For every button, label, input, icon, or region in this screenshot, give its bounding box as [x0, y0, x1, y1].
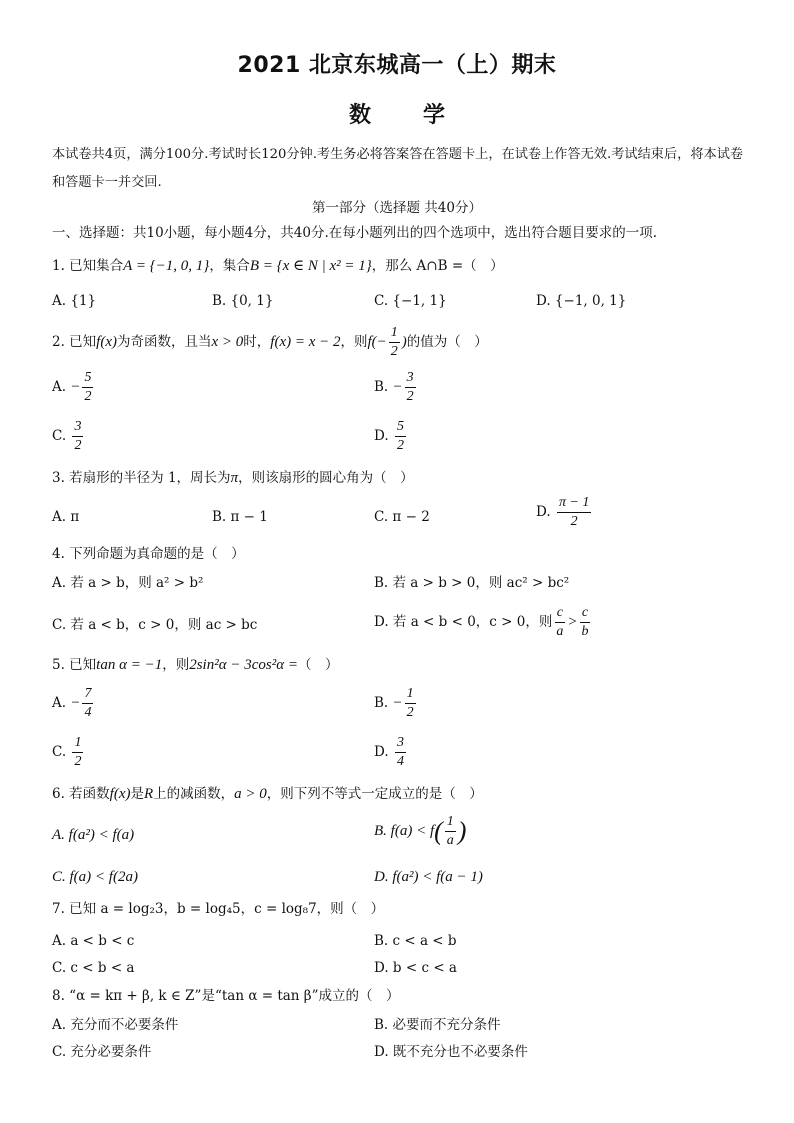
q6-text-d: ，则下列不等式一定成立的是（ ） — [266, 786, 483, 802]
section-title: 第一部分（选择题 共40分） — [312, 200, 482, 216]
q6-b-text: B. f(a) < f — [374, 823, 435, 839]
q3-d-fraction — [557, 496, 591, 529]
q5-d-fraction — [395, 736, 406, 769]
q6-option-d: D. f(a²) < f(a − 1) — [374, 869, 483, 885]
q3-option-b: B. π − 1 — [212, 509, 268, 525]
q2-text-c: 时， — [243, 334, 271, 350]
q3-d-label: D. — [536, 504, 551, 520]
q2-option-d — [374, 420, 408, 453]
q2-b-den: 2 — [406, 389, 414, 404]
q2-option-b — [374, 371, 418, 404]
q1-text-c: ，那么 A∩B =（ ） — [371, 258, 504, 274]
q1-text-a: 1. 已知集合 — [52, 258, 124, 274]
q6-r: R — [144, 786, 154, 802]
q2-frac-den: 2 — [390, 344, 398, 359]
q1-set-a: A = {−1, 0, 1} — [123, 258, 210, 274]
q6-text-c: 上的减函数， — [153, 786, 235, 802]
q3-text-a: 3. 若扇形的半径为 1，周长为 — [52, 470, 231, 486]
q5-option-b — [374, 687, 418, 720]
q3-pi: π — [230, 470, 239, 486]
q2-a-fraction — [82, 371, 93, 404]
q2-c-num: 3 — [72, 420, 83, 437]
q8-option-a: A. 充分而不必要条件 — [52, 1017, 179, 1033]
q1-option-d: D. {−1, 0, 1} — [536, 293, 627, 309]
q6-b-fraction — [445, 815, 456, 848]
q7-option-d: D. b < c < a — [374, 960, 457, 976]
q5-option-a — [52, 687, 95, 720]
q6-option-b — [374, 815, 466, 848]
question-7-stem: 7. 已知 a = log₂3，b = log₄5，c = log₈7，则（ ） — [52, 901, 385, 917]
q6-b-den: a — [446, 833, 454, 848]
q2-text-d: ，则 — [340, 334, 368, 350]
q5-cond: tan α = −1 — [96, 657, 163, 673]
q4-d-num2: c — [580, 606, 590, 623]
q2-fx: f(x) — [96, 334, 117, 350]
q6-text-a: 6. 若函数 — [52, 786, 110, 802]
q5-b-num: 1 — [405, 687, 416, 704]
q2-a-sign: − — [70, 379, 81, 395]
q2-text-a: 2. 已知 — [52, 334, 97, 350]
q6-fx: f(x) — [109, 786, 131, 802]
q6-b-paren-close: ) — [457, 816, 467, 846]
q2-c-den: 2 — [74, 438, 82, 453]
q5-text-c: （ ） — [297, 657, 339, 673]
q5-text-a: 5. 已知 — [52, 657, 97, 673]
q8-option-c: C. 充分必要条件 — [52, 1044, 152, 1060]
q5-d-den: 4 — [396, 754, 404, 769]
q4-option-b: B. 若 a > b > 0，则 ac² > bc² — [374, 575, 570, 591]
q6-option-a: A. f(a²) < f(a) — [52, 827, 135, 843]
q2-text-b: 为奇函数，且当 — [117, 334, 212, 350]
q3-option-c: C. π − 2 — [374, 509, 430, 525]
q2-d-num: 5 — [395, 420, 406, 437]
q4-d-gt: > — [567, 614, 578, 630]
q2-a-label: A. — [52, 379, 67, 395]
q2-cond: x > 0 — [211, 334, 244, 350]
q6-cond: a > 0 — [234, 786, 267, 802]
q4-option-c: C. 若 a < b，c > 0，则 ac > bc — [52, 617, 258, 633]
q5-a-fraction — [82, 687, 93, 720]
q5-text-b: ，则 — [162, 657, 190, 673]
q5-b-den: 2 — [406, 705, 414, 720]
q7-option-b: B. c < a < b — [374, 933, 457, 949]
q5-b-fraction — [405, 687, 416, 720]
q4-option-a: A. 若 a > b，则 a² > b² — [52, 575, 204, 591]
question-3-stem — [52, 467, 414, 489]
q3-d-num: π − 1 — [557, 496, 591, 513]
q5-c-label: C. — [52, 744, 67, 760]
q5-option-c — [52, 736, 85, 769]
q2-d-label: D. — [374, 428, 389, 444]
question-2-stem — [52, 326, 488, 359]
q3-text-b: ，则该扇形的圆心角为（ ） — [238, 470, 414, 486]
q4-d-frac2 — [579, 606, 590, 639]
q5-c-num: 1 — [72, 736, 83, 753]
q2-c-fraction — [72, 420, 83, 453]
q5-option-d — [374, 736, 408, 769]
q5-expr: 2sin²α − 3cos²α = — [189, 657, 298, 673]
q2-text-e: 的值为（ ） — [406, 334, 488, 350]
q3-option-d — [536, 496, 593, 529]
q1-option-a: A. {1} — [52, 293, 97, 309]
q3-option-a: A. π — [52, 509, 80, 525]
exam-instructions: 本试卷共4页，满分100分.考试时长120分钟.考生务必将答案答在答题卡上，在试卷上作答无效.考试结束后，将本试卷和答题卡一并交回. — [52, 147, 744, 190]
subject-title: 数学 — [348, 103, 497, 128]
q2-option-c — [52, 420, 85, 453]
q4-d-num1: c — [555, 606, 565, 623]
q5-b-label: B. — [374, 695, 389, 711]
q5-a-label: A. — [52, 695, 67, 711]
q8-option-b: B. 必要而不充分条件 — [374, 1017, 501, 1033]
q4-option-d — [374, 606, 592, 639]
q6-option-c: C. f(a) < f(2a) — [52, 869, 138, 885]
q2-c-label: C. — [52, 428, 67, 444]
q1-option-c: C. {−1, 1} — [374, 293, 447, 309]
q4-d-den1: a — [556, 624, 564, 639]
q2-b-sign: − — [392, 379, 403, 395]
q2-b-label: B. — [374, 379, 389, 395]
q5-a-sign: − — [70, 695, 81, 711]
q4-d-text: D. 若 a < b < 0，c > 0，则 — [374, 614, 553, 630]
q5-a-den: 4 — [84, 705, 92, 720]
q5-a-num: 7 — [82, 687, 93, 704]
q5-c-den: 2 — [74, 754, 82, 769]
q2-f-pre: f(− — [367, 334, 387, 350]
q6-text-b: 是 — [130, 786, 144, 802]
q2-b-fraction — [405, 371, 416, 404]
question-1-stem — [52, 255, 504, 277]
q2-fraction — [389, 326, 400, 359]
question-6-stem — [52, 783, 483, 805]
q2-d-den: 2 — [396, 438, 404, 453]
q6-b-num: 1 — [445, 815, 456, 832]
q2-a-den: 2 — [84, 389, 92, 404]
q1-option-b: B. {0, 1} — [212, 293, 274, 309]
q3-d-den: 2 — [570, 514, 578, 529]
q4-d-frac1 — [554, 606, 565, 639]
q5-b-sign: − — [392, 695, 403, 711]
q8-option-d: D. 既不充分也不必要条件 — [374, 1044, 528, 1060]
question-8-stem: 8. “α = kπ + β, k ∈ Z”是“tan α = tan β”成立的（ ） — [52, 988, 400, 1004]
q2-d-fraction — [395, 420, 406, 453]
q1-set-b: B = {x ∈ N | x² = 1} — [249, 258, 372, 274]
q5-d-num: 3 — [395, 736, 406, 753]
question-5-stem — [52, 654, 338, 676]
q1-text-b: ，集合 — [209, 258, 250, 274]
q2-a-num: 5 — [82, 371, 93, 388]
q2-frac-num: 1 — [389, 326, 400, 343]
q2-option-a — [52, 371, 95, 404]
q7-option-a: A. a < b < c — [52, 933, 135, 949]
section-intro: 一、选择题：共10小题，每小题4分，共40分.在每小题列出的四个选项中，选出符合题目要求的一项. — [52, 225, 658, 241]
q2-f-post: ) — [401, 334, 407, 350]
q6-b-paren-open: ( — [434, 816, 443, 846]
q5-c-fraction — [72, 736, 83, 769]
q4-d-den2: b — [581, 624, 589, 639]
q2-b-num: 3 — [405, 371, 416, 388]
q2-expr: f(x) = x − 2 — [270, 334, 341, 350]
page-title: 2021 北京东城高一（上）期末 — [237, 53, 557, 78]
q7-option-c: C. c < b < a — [52, 960, 135, 976]
question-4-stem: 4. 下列命题为真命题的是（ ） — [52, 546, 245, 562]
q5-d-label: D. — [374, 744, 389, 760]
